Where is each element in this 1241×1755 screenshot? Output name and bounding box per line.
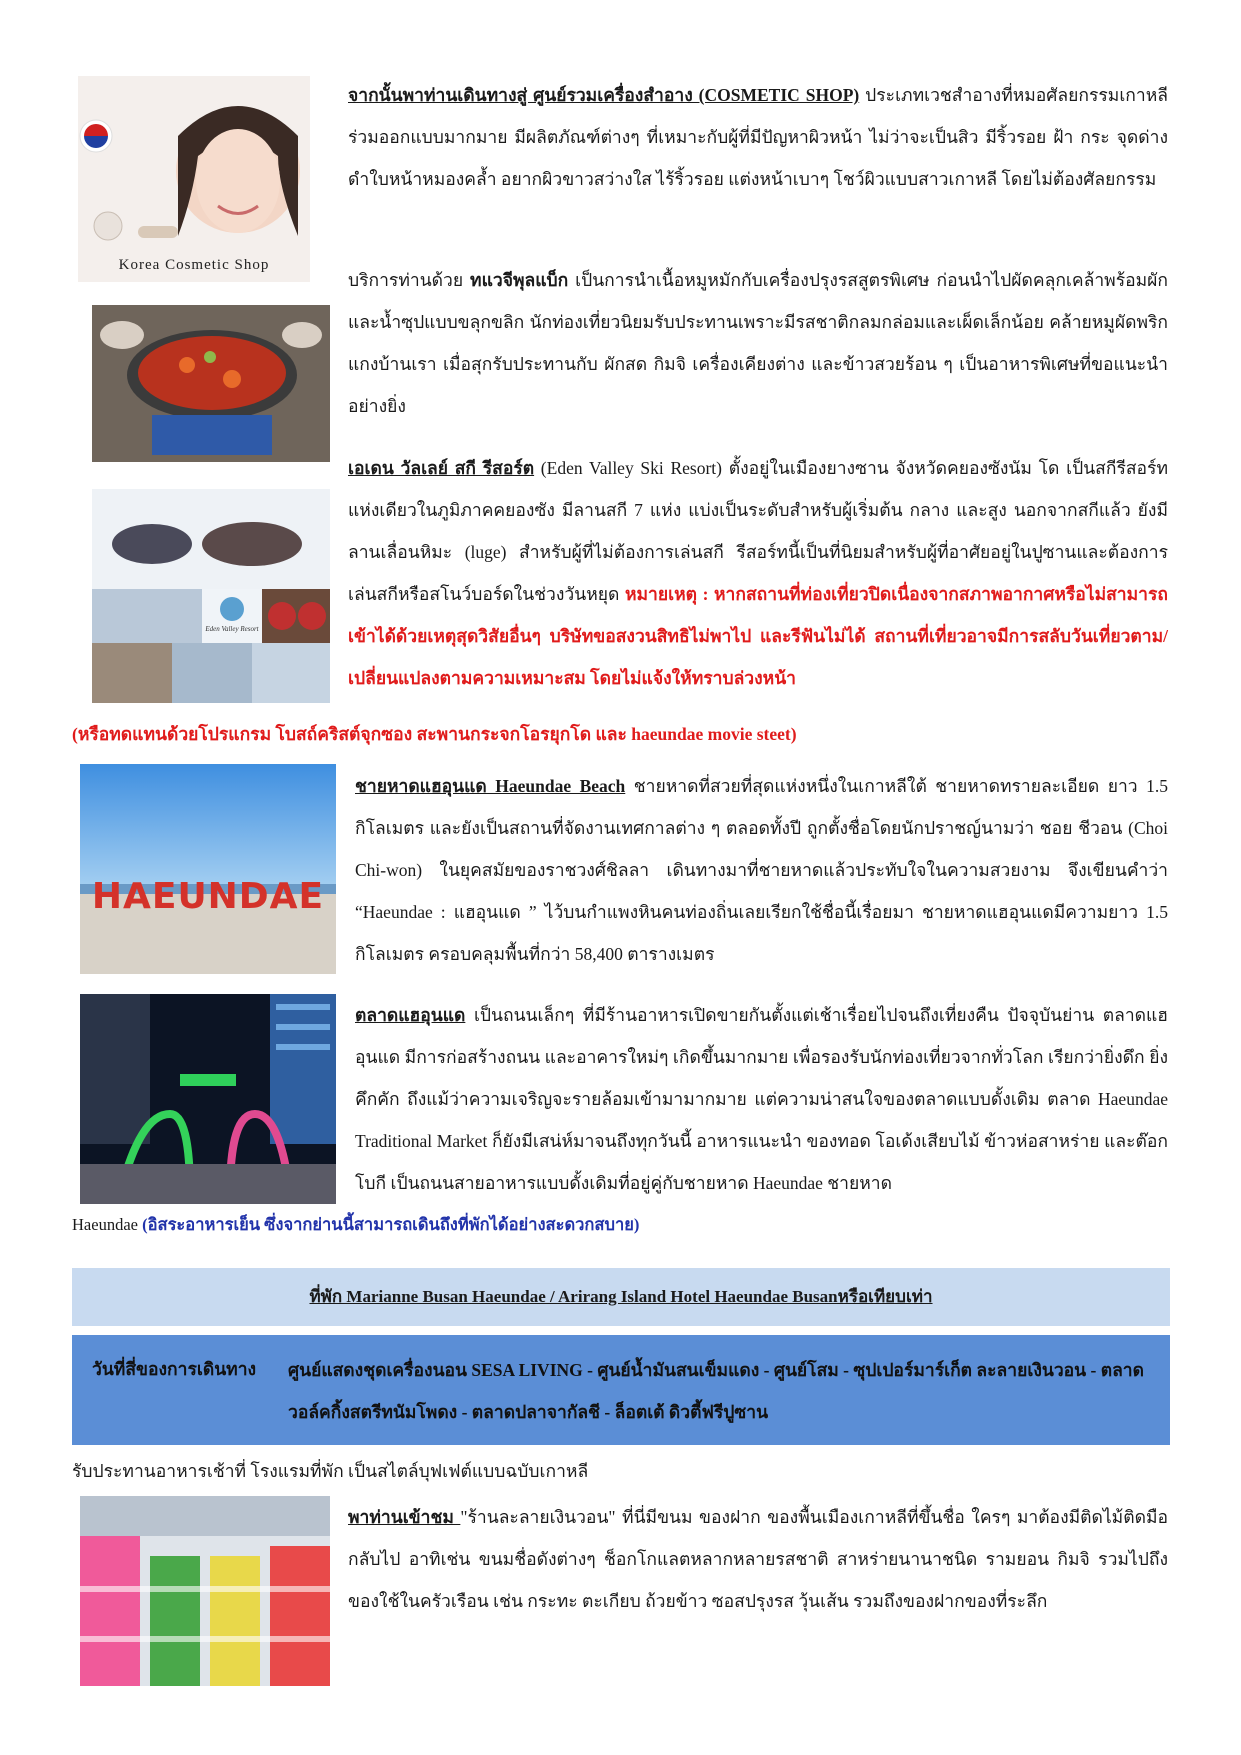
eden-valley-logo-text: Eden Valley Resort: [205, 625, 259, 633]
dakgalbi-image: [92, 305, 330, 462]
haeundae-beach-heading: ชายหาดแฮอุนแด Haeundae Beach: [355, 776, 626, 796]
haeundae-beach-text: ชายหาดที่สวยที่สุดแห่งหนึ่งในเกาหลีใต้ ชายหาดทรายละเอียด ยาว 1.5 กิโลเมตร และยังเป็นสถานที่จัดงานเทศกาลต่าง ๆ ตลอดทั้งปี ถูกตั้งชื่อโดยนักปราชญ์นามว่า ชอย ชีวอน (Choi Chi-won) ในยุคสมัยของราชวงศ์ชิลลา เดินทางมาที่ชายหาดแล้วประทับใจในความสวยงาม จึงเขียนคำว่า “Haeundae : แฮอุนแด ” ไว้บนกำแพงหินคนท่องถิ่นเลยเรียกใช้ชื่อนี้เรื่อยมา ชายหาดแฮอุนแดมีความยาว 1.5 กิโลเมตร ครอบคลุมพื้นที่กว่า 58,400 ตารางเมตร: [355, 776, 1168, 964]
hotel-banner: ที่พัก Marianne Busan Haeundae / Arirang Island Hotel Haeundae Busanหรือเทียบเท่า: [72, 1268, 1170, 1326]
eden-valley-image: [92, 489, 330, 703]
day4-itinerary: ศูนย์แสดงชุดเครื่องนอน SESA LIVING - ศูนย์น้ำมันสนเข็มแดง - ศูนย์โสม - ซุปเปอร์มาร์เก็ต ละลายเงินวอน - ตลาดวอล์คกิ้งสตรีทนัมโพดง - ตลาดปลาจากัลชี - ล็อตเต้ ดิวตี้ฟรีปูซาน: [288, 1360, 1144, 1422]
eden-valley-heading: เอเดน วัลเลย์ สกี รีสอร์ต: [348, 458, 535, 478]
haeundae-market-heading: ตลาดแฮอุนแด: [355, 1005, 466, 1025]
haeundae-market-tail-line: [72, 1204, 639, 1246]
cosmetic-shop-paragraph: [348, 74, 1168, 200]
haeundae-market-paragraph: [355, 994, 1168, 1204]
haeundae-beach-paragraph: [355, 765, 1168, 975]
eden-valley-text: (Eden Valley Ski Resort) ตั้งอยู่ในเมืองยางซาน จังหวัดคยองซังนัม โด เป็นสกีรีสอร์ทแห่งเดียวในภูมิภาคคยองซัง มีลานสกี 7 แห่ง แบ่งเป็นระดับสำหรับผู้เริ่มต้น กลาง และสูง นอกจากสกีแล้ว ยังมีลานเลื่อนหิมะ (luge) สำหรับผู้ที่ไม่ต้องการเล่นสกี รีสอร์ทนี้เป็นที่นิยมสำหรับผู้ที่อาศัยอยู่ในปูซานและต้องการเล่นสกีหรือสโนว์บอร์ดในช่วงวันหยุด: [348, 458, 1168, 604]
cosmetic-shop-caption: Korea Cosmetic Shop: [118, 257, 270, 273]
haeundae-beach-image: [80, 764, 336, 974]
dakgalbi-prefix: บริการท่านด้วย: [348, 270, 471, 290]
eden-valley-paragraph: [348, 447, 1168, 699]
haeundae-sign: HAEUNDAE: [91, 876, 325, 917]
dinner-note: (อิสระอาหารเย็น ซึ่งจากย่านนี้สามารถเดินถึงที่พักได้อย่างสะดวกสบาย): [142, 1215, 640, 1234]
breakfast-line: รับประทานอาหารเช้าที่ โรงแรมที่พัก เป็นสไตล์บุฟเฟต์แบบฉบับเกาหลี: [72, 1461, 589, 1481]
supermarket-image: [80, 1496, 330, 1686]
eden-valley-alternative: (หรือทดแทนด้วยโปรแกรม โบสถ์คริสต์จุกซอง สะพานกระจกโอรยุกโด และ haeundae movie steet): [72, 724, 797, 744]
cosmetic-shop-text: ประเภทเวชสำอางที่หมอศัลยกรรมเกาหลีร่วมออกแบบมากมาย มีผลิตภัณฑ์ต่างๆ ที่เหมาะกับผู้ที่มีปัญหาผิวหน้า ไม่ว่าจะเป็นสิว มีริ้วรอย ฝ้า กระ จุดด่างดำใบหน้าหมองคล้ำ อยากผิวขาวสว่างใส ไร้ริ้วรอย แต่งหน้าเบาๆ โชว์ผิวแบบสาวเกาหลี โดยไม่ต้องศัลยกรรม: [348, 85, 1168, 189]
day4-label: วันที่สี่ของการเดินทาง: [92, 1359, 257, 1379]
dakgalbi-paragraph: [348, 259, 1168, 427]
supermarket-heading: พาท่านเข้าชม: [348, 1507, 461, 1527]
supermarket-text: "ร้านละลายเงินวอน" ที่นี่มีขนม ของฝาก ของพื้นเมืองเกาหลีที่ขึ้นชื่อ ใครๆ มาต้องมีติดไม้ติดมือ กลับไป อาทิเช่น ขนมชื่อดังต่างๆ ช็อกโกแลตหลากหลายรสชาติ สาหร่ายนานาชนิด รามยอน กิมจิ รวมไปถึงของใช้ในครัวเรือน เช่น กระทะ ตะเกียบ ถ้วยข้าว ซอสปรุงรส วุ้นเส้น รวมถึงของฝากของที่ระลึก: [348, 1507, 1168, 1611]
supermarket-paragraph: [348, 1496, 1168, 1622]
eden-valley-note: หมายเหตุ : หากสถานที่ท่องเที่ยวปิดเนื่องจากสภาพอากาศหรือไม่สามารถเข้าได้ด้วยเหตุสุดวิสัยอื่นๆ บริษัทขอสงวนสิทธิไม่พาไป และรีฟันไม่ได้ สถานที่เที่ยวอาจมีการสลับวันเที่ยวตาม/เปลี่ยนแปลงตามความเหมาะสม โดยไม่แจ้งให้ทราบล่วงหน้า: [348, 584, 1168, 688]
dakgalbi-dish-name: ทแวจีพุลแบ็ก: [470, 270, 569, 290]
cosmetic-shop-heading: จากนั้นพาท่านเดินทางสู่ ศูนย์รวมเครื่องสำอาง (COSMETIC SHOP): [348, 85, 860, 105]
day4-banner: [72, 1335, 1170, 1445]
haeundae-market-text: เป็นถนนเล็กๆ ที่มีร้านอาหารเปิดขายกันตั้งแต่เช้าเรื่อยไปจนถึงเที่ยงคืน ปัจจุบันย่าน ตลาดแฮอุนแด มีการก่อสร้างถนน และอาคารใหม่ๆ เกิดขึ้นมากมาย เพื่อรองรับนักท่องเที่ยวจากทั่วโลก เรียกว่ายิ่งดึก ยิ่งคึกคัก ถึงแม้ว่าความเจริญจะรายล้อมเข้ามามากมาย แต่ความน่าสนใจของตลาดแบบดั้งเดิม ตลาด Haeundae Traditional Market ก็ยังมีเสน่ห์มาจนถึงทุกวันนี้ อาหารแนะนำ ของทอด โอเด้งเสียบไม้ ข้าวห่อสาหร่าย และต๊อกโบกี เป็นถนนสายอาหารแบบดั้งเดิมที่อยู่คู่กับชายหาด Haeundae ชายหาด: [355, 1005, 1168, 1193]
haeundae-market-image: [80, 994, 336, 1204]
haeundae-market-tail: Haeundae: [72, 1215, 143, 1234]
dakgalbi-text: เป็นการนำเนื้อหมูหมักกับเครื่องปรุงรสสูตรพิเศษ ก่อนนำไปผัดคลุกเคล้าพร้อมผักและน้ำซุปแบบขลุกขลิก นักท่องเที่ยวนิยมรับประทานเพราะมีรสชาติกลมกล่อมและเผ็ดเล็กน้อย คล้ายหมูผัดพริกแกงบ้านเรา เมื่อสุกรับประทานกับ ผักสด กิมจิ เครื่องเคียงต่าง และข้าวสวยร้อน ๆ เป็นอาหารพิเศษที่ขอแนะนำอย่างยิ่ง: [348, 270, 1168, 416]
cosmetic-shop-image: [78, 76, 310, 282]
